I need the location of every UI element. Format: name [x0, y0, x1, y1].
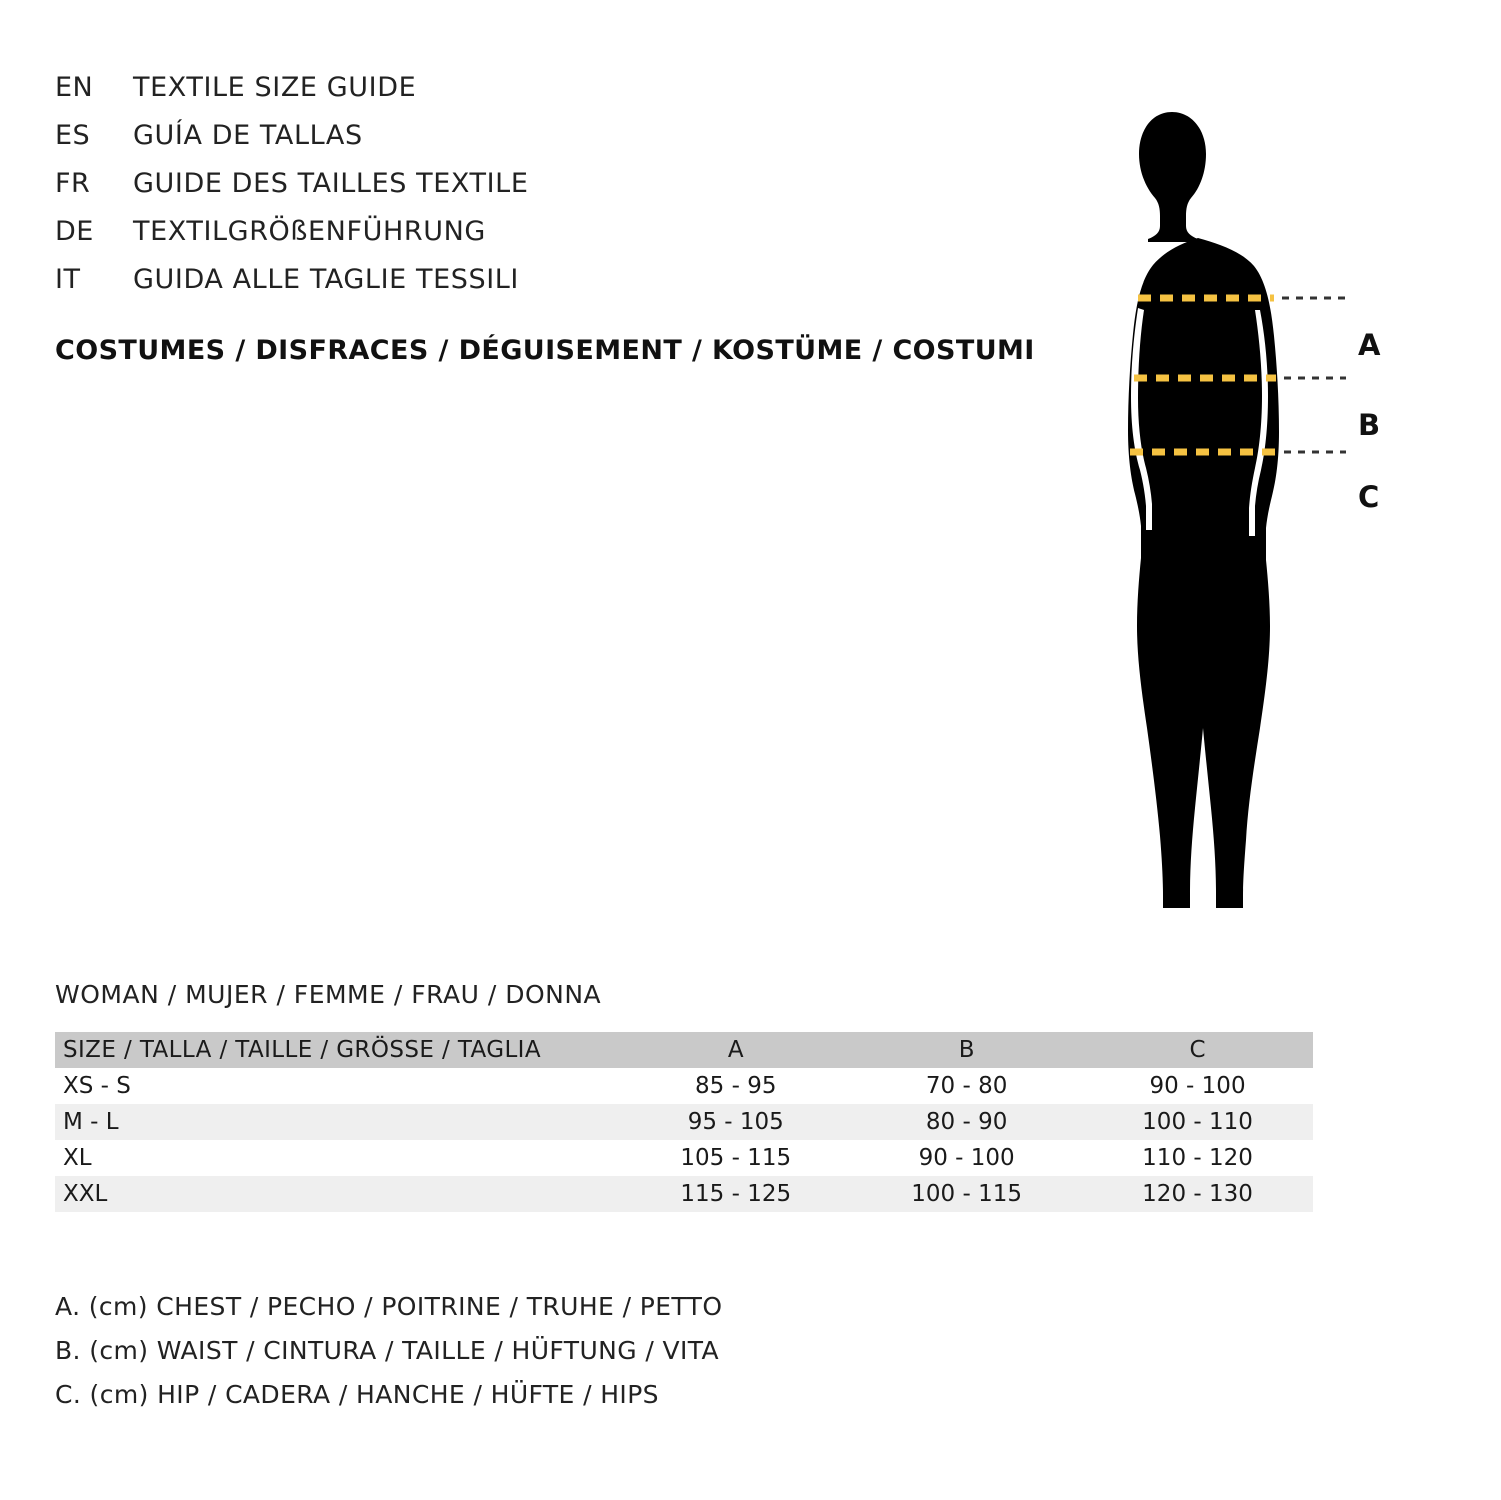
cell-waist: 90 - 100 — [918, 1145, 1015, 1171]
language-code: IT — [55, 264, 81, 295]
cell-hip: 120 - 130 — [1142, 1181, 1253, 1207]
language-title: GUÍA DE TALLAS — [133, 120, 363, 151]
cell-chest: 85 - 95 — [695, 1073, 777, 1099]
measurement-legend — [55, 1292, 722, 1424]
table-header — [55, 1032, 1313, 1068]
legend-item-hip: C. (cm) HIP / CADERA / HANCHE / HÜFTE / HIPS — [55, 1380, 659, 1409]
cell-waist: 80 - 90 — [925, 1109, 1008, 1135]
table-row — [55, 1104, 1313, 1140]
column-header-b: B — [958, 1037, 975, 1063]
cell-size: XXL — [63, 1181, 108, 1207]
language-header-block — [55, 72, 1015, 312]
table-row — [55, 1176, 1313, 1212]
cell-waist: 70 - 80 — [925, 1073, 1008, 1099]
cell-waist: 100 - 115 — [911, 1181, 1022, 1207]
cell-size: XL — [63, 1145, 92, 1171]
language-title: TEXTILE SIZE GUIDE — [133, 72, 417, 103]
language-row — [55, 120, 1015, 168]
costumes-subtitle: COSTUMES / DISFRACES / DÉGUISEMENT / KOSTÜME / COSTUMI — [55, 335, 1035, 366]
marker-label-c: C — [1358, 480, 1380, 514]
table-body — [55, 1068, 1313, 1212]
language-code: ES — [55, 120, 91, 151]
cell-chest: 115 - 125 — [680, 1181, 792, 1207]
cell-size: M - L — [63, 1109, 119, 1135]
female-silhouette-icon — [1020, 60, 1460, 950]
marker-label-a: A — [1358, 328, 1381, 362]
cell-chest: 95 - 105 — [687, 1109, 784, 1135]
cell-size: XS - S — [63, 1073, 131, 1099]
language-code: FR — [55, 168, 91, 199]
cell-chest: 105 - 115 — [680, 1145, 792, 1171]
size-table — [55, 1032, 1313, 1212]
legend-item-waist: B. (cm) WAIST / CINTURA / TAILLE / HÜFTUNG / VITA — [55, 1336, 720, 1365]
language-code: EN — [55, 72, 94, 103]
column-header-c: C — [1189, 1037, 1206, 1063]
language-row — [55, 168, 1015, 216]
language-row — [55, 72, 1015, 120]
language-title: TEXTILGRÖßENFÜHRUNG — [133, 216, 486, 247]
marker-label-b: B — [1358, 408, 1381, 442]
body-measurement-diagram — [1020, 60, 1460, 950]
table-row — [55, 1068, 1313, 1104]
language-row — [55, 216, 1015, 264]
language-title: GUIDA ALLE TAGLIE TESSILI — [133, 264, 519, 295]
cell-hip: 100 - 110 — [1142, 1109, 1253, 1135]
column-header-size: SIZE / TALLA / TAILLE / GRÖSSE / TAGLIA — [63, 1037, 541, 1063]
language-row — [55, 264, 1015, 312]
table-caption: WOMAN / MUJER / FEMME / FRAU / DONNA — [55, 980, 602, 1009]
language-title: GUIDE DES TAILLES TEXTILE — [133, 168, 529, 199]
legend-item-chest: A. (cm) CHEST / PECHO / POITRINE / TRUHE / PETTO — [55, 1292, 723, 1321]
table-row — [55, 1140, 1313, 1176]
table-header-row — [55, 1032, 1313, 1068]
column-header-a: A — [727, 1037, 744, 1063]
language-code: DE — [55, 216, 94, 247]
cell-hip: 110 - 120 — [1142, 1145, 1253, 1171]
cell-hip: 90 - 100 — [1149, 1073, 1246, 1099]
